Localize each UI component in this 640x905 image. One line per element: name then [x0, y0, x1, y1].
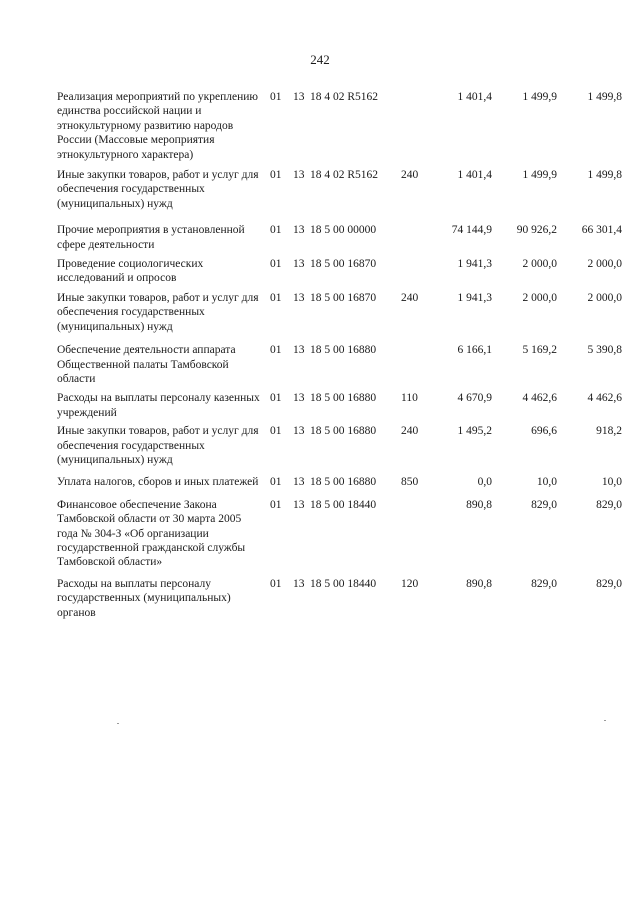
row-value-year-3: 2 000,0 [587, 291, 622, 304]
row-section-code: 01 [270, 224, 282, 237]
row-subsection-code: 13 [293, 498, 305, 511]
row-value-year-2: 829,0 [531, 498, 557, 511]
row-value-year-3: 918,2 [596, 425, 622, 438]
row-target-code: 18 5 00 00000 [310, 224, 377, 237]
row-value-year-1: 4 670,9 [457, 392, 492, 405]
row-value-year-3: 829,0 [596, 498, 622, 511]
row-value-year-1: 890,8 [466, 498, 492, 511]
row-subsection-code: 13 [293, 425, 305, 438]
row-value-year-3: 2 000,0 [587, 258, 622, 271]
row-value-year-3: 10,0 [601, 476, 622, 489]
row-section-code: 01 [270, 498, 282, 511]
row-name: Иные закупки товаров, работ и услуг для обеспечения государственных (муниципальных) нужд [57, 291, 259, 333]
scan-speck [604, 720, 606, 721]
row-subsection-code: 13 [293, 169, 305, 182]
row-subsection-code: 13 [293, 476, 305, 489]
row-name: Проведение социологических исследований и опросов [57, 258, 204, 285]
row-expense-type: 120 [401, 577, 419, 590]
row-value-year-3: 829,0 [596, 577, 622, 590]
row-section-code: 01 [270, 425, 282, 438]
row-expense-type: 850 [401, 476, 419, 489]
row-value-year-3: 5 390,8 [587, 344, 622, 357]
row-value-year-1: 1 941,3 [457, 258, 492, 271]
row-value-year-1: 1 401,4 [457, 91, 492, 103]
row-name: Иные закупки товаров, работ и услуг для обеспечения государственных (муниципальных) нужд [57, 425, 259, 466]
row-section-code: 01 [270, 258, 282, 271]
row-subsection-code: 13 [293, 258, 305, 271]
row-section-code: 01 [270, 476, 282, 489]
row-value-year-2: 696,6 [531, 425, 557, 438]
row-value-year-3: 4 462,6 [587, 392, 622, 405]
row-target-code: 18 5 00 18440 [310, 498, 377, 511]
row-value-year-1: 890,8 [466, 577, 492, 590]
row-subsection-code: 13 [293, 91, 305, 103]
table-row [57, 90, 622, 162]
table-row [57, 223, 622, 252]
row-value-year-3: 1 499,8 [587, 169, 622, 182]
row-target-code: 18 5 00 16880 [310, 425, 377, 438]
table-row [57, 168, 622, 211]
row-target-code: 18 5 00 16880 [310, 344, 377, 357]
row-value-year-1: 1 401,4 [457, 169, 492, 182]
row-value-year-2: 1 499,9 [522, 91, 557, 103]
row-target-code: 18 5 00 16880 [310, 476, 377, 489]
row-subsection-code: 13 [293, 344, 305, 357]
row-target-code: 18 5 00 16880 [310, 392, 377, 405]
table-row [57, 424, 622, 467]
row-value-year-2: 2 000,0 [522, 258, 557, 271]
table-row [57, 391, 622, 420]
row-name: Прочие мероприятия в установленной сфере деятельности [57, 224, 245, 251]
row-target-code: 18 5 00 16870 [310, 291, 377, 304]
row-expense-type: 110 [401, 392, 418, 405]
row-value-year-2: 829,0 [531, 577, 557, 590]
table-row [57, 343, 622, 386]
row-section-code: 01 [270, 91, 282, 103]
row-name: Расходы на выплаты персоналу казенных учреждений [57, 392, 260, 419]
page-number: 242 [310, 52, 330, 67]
row-target-code: 18 4 02 R5162 [310, 169, 379, 182]
row-expense-type: 240 [401, 425, 419, 438]
row-value-year-1: 0,0 [477, 476, 492, 489]
row-name: Уплата налогов, сборов и иных платежей [57, 476, 259, 489]
table-row [57, 291, 622, 334]
row-value-year-2: 10,0 [536, 476, 557, 489]
row-expense-type: 240 [401, 291, 419, 304]
row-value-year-3: 1 499,8 [587, 91, 622, 103]
row-target-code: 18 4 02 R5162 [310, 91, 379, 103]
table-row [57, 257, 622, 286]
table-row [57, 498, 622, 570]
row-value-year-1: 74 144,9 [451, 224, 492, 237]
row-subsection-code: 13 [293, 291, 305, 304]
row-value-year-1: 1 941,3 [457, 291, 492, 304]
row-name: Обеспечение деятельности аппарата Общественной палаты Тамбовской области [57, 344, 236, 385]
row-subsection-code: 13 [293, 224, 305, 237]
scan-speck [117, 723, 119, 724]
row-name: Иные закупки товаров, работ и услуг для обеспечения государственных (муниципальных) нужд [57, 169, 259, 210]
row-expense-type: 240 [401, 169, 419, 182]
row-value-year-2: 2 000,0 [522, 291, 557, 304]
row-value-year-2: 5 169,2 [522, 344, 557, 357]
row-name: Расходы на выплаты персоналу государственных (муниципальных) органов [57, 577, 231, 619]
budget-table [57, 90, 622, 620]
row-target-code: 18 5 00 18440 [310, 577, 377, 590]
row-subsection-code: 13 [293, 577, 305, 590]
row-target-code: 18 5 00 16870 [310, 258, 377, 271]
row-section-code: 01 [270, 344, 282, 357]
table-row [57, 475, 622, 489]
row-value-year-2: 4 462,6 [522, 392, 557, 405]
table-row [57, 577, 622, 620]
row-value-year-2: 1 499,9 [522, 169, 557, 182]
row-value-year-2: 90 926,2 [516, 224, 557, 237]
row-value-year-3: 66 301,4 [581, 224, 622, 237]
row-section-code: 01 [270, 169, 282, 182]
row-name: Финансовое обеспечение Закона Тамбовской области от 30 марта 2005 года № 304-З «Об организации государственной гражданской службы Тамбовской области» [57, 498, 246, 569]
row-section-code: 01 [270, 392, 282, 405]
row-value-year-1: 6 166,1 [457, 344, 492, 357]
row-section-code: 01 [270, 577, 282, 590]
row-name: Реализация мероприятий по укреплению единства российской нации и этнокультурному развитию народов России (Массовые мероприятия этнокультурного характера) [57, 91, 259, 161]
row-value-year-1: 1 495,2 [457, 425, 492, 438]
row-section-code: 01 [270, 291, 282, 304]
row-subsection-code: 13 [293, 392, 305, 405]
